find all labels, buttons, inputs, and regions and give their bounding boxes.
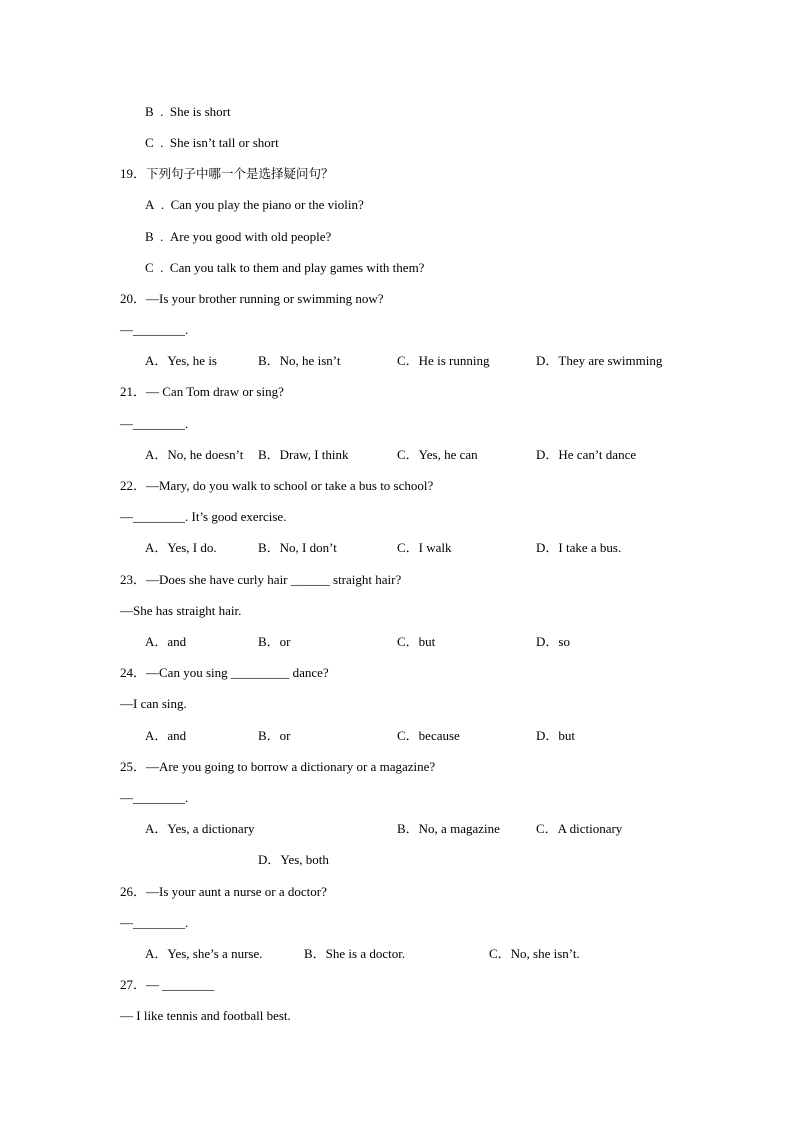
q19-option-a: A . Can you play the piano or the violin? [145, 197, 364, 212]
q21-option-c: C．Yes, he can [397, 447, 478, 462]
q19-prompt-text: 下列句子中哪一个是选择疑问句？ [146, 166, 334, 181]
q24-option-c: C．because [397, 728, 460, 743]
q22-option-c: C．I walk [397, 540, 452, 555]
q25-option-d: D．Yes, both [258, 852, 329, 867]
q23-option-c: C．but [397, 634, 436, 649]
q20-option-b: B．No, he isn’t [258, 353, 341, 368]
q25-option-a: A．Yes, a dictionary [145, 821, 255, 836]
q24-option-a: A．and [145, 728, 187, 743]
q23-option-a: A．and [145, 634, 187, 649]
q22-option-b: B．No, I don’t [258, 540, 337, 555]
q21-option-d: D．He can’t dance [536, 447, 637, 462]
q22-option-d: D．I take a bus. [536, 540, 622, 555]
q21-answer-blank: —________. [120, 416, 189, 431]
q20-option-c: C．He is running [397, 353, 490, 368]
q23-question: 23．—Does she have curly hair ______ straight hair? [120, 572, 402, 587]
q25-answer-blank: —________. [120, 790, 189, 805]
q23-answer: —She has straight hair. [120, 603, 242, 618]
q26-option-c: C．No, she isn’t. [489, 946, 580, 961]
q25-question: 25．—Are you going to borrow a dictionary or a magazine? [120, 759, 436, 774]
q20-question: 20．—Is your brother running or swimming now? [120, 291, 384, 306]
q23-option-d: D．so [536, 634, 570, 649]
q21-question: 21．— Can Tom draw or sing? [120, 384, 284, 399]
q25-option-c: C．A dictionary [536, 821, 623, 836]
q21-option-a: A．No, he doesn’t [145, 447, 244, 462]
q22-option-a: A．Yes, I do. [145, 540, 217, 555]
q24-question: 24．—Can you sing _________ dance? [120, 665, 329, 680]
q26-option-a: A．Yes, she’s a nurse. [145, 946, 263, 961]
q19-option-c: C . Can you talk to them and play games with them? [145, 260, 425, 275]
q21-option-b: B．Draw, I think [258, 447, 349, 462]
q22-question: 22．—Mary, do you walk to school or take a bus to school? [120, 478, 434, 493]
q25-option-b: B．No, a magazine [397, 821, 500, 836]
q26-option-b: B．She is a doctor. [304, 946, 406, 961]
q22-answer-blank: —________. It’s good exercise. [120, 509, 287, 524]
q26-answer-blank: —________. [120, 915, 189, 930]
q20-answer-blank: —________. [120, 322, 189, 337]
q24-answer: —I can sing. [120, 696, 187, 711]
q27-answer: — I like tennis and football best. [120, 1008, 291, 1023]
q20-option-d: D．They are swimming [536, 353, 663, 368]
q26-question: 26．—Is your aunt a nurse or a doctor? [120, 884, 327, 899]
q27-question: 27．— ________ [120, 977, 215, 992]
q20-option-a: A．Yes, he is [145, 353, 217, 368]
q24-option-d: D．but [536, 728, 576, 743]
q24-option-b: B．or [258, 728, 291, 743]
q23-option-b: B．or [258, 634, 291, 649]
q18-option-c: C . She isn’t tall or short [145, 135, 279, 150]
q19-number: 19． [120, 166, 147, 181]
q19-option-b: B . Are you good with old people? [145, 229, 332, 244]
q19-prompt [120, 166, 334, 182]
q18-option-b: B . She is short [145, 104, 231, 119]
